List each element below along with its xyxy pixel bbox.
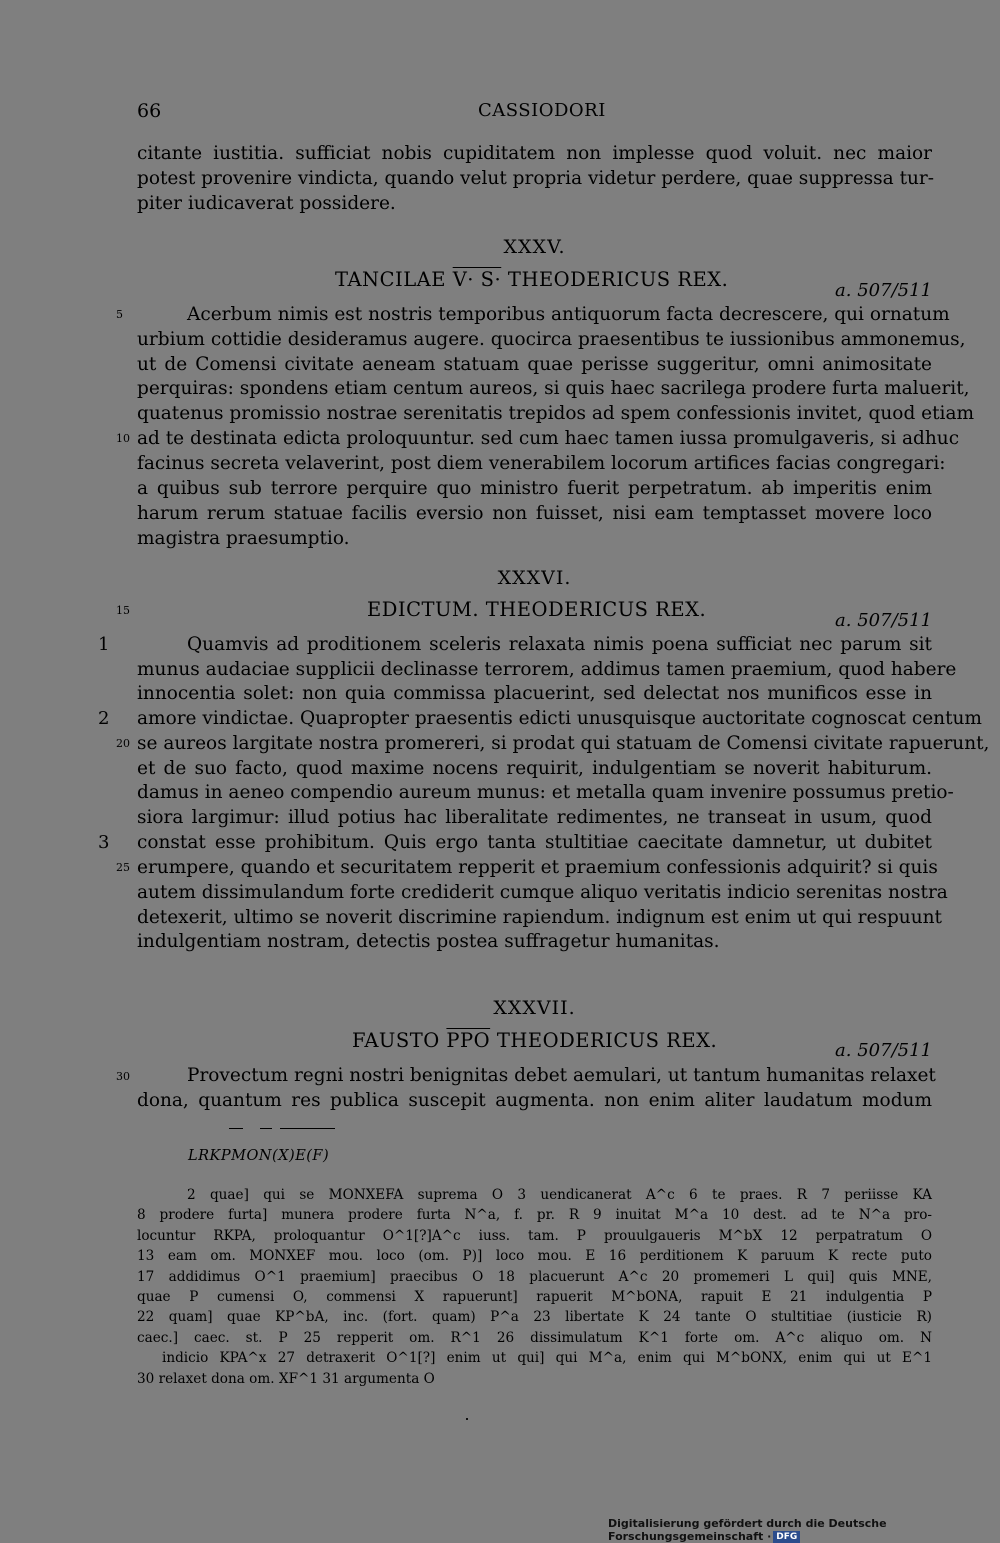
margin-number: 3 xyxy=(98,832,110,853)
line-number: 15 xyxy=(116,604,130,617)
section-date: a. 507/511 xyxy=(835,280,932,301)
section-number: XXXVI. xyxy=(497,567,572,589)
digitization-footer xyxy=(608,1517,1000,1543)
text-line: constat esse prohibitum. Quis ergo tanta stultitiae caecitate damnetur, ut dubitet xyxy=(137,832,932,853)
text-line: potest provenire vindicta, quando velut propria videtur perdere, quae suppressa tur- xyxy=(137,168,935,189)
line-number: 30 xyxy=(116,1070,130,1083)
text-line: urbium cottidie desideramus augere. quocirca praesentibus te iussionibus ammonemus, xyxy=(137,329,966,350)
section-heading: FAUSTO $\overline{PPO}$ THEODERICUS REX. xyxy=(352,1029,718,1052)
footer-text: Digitalisierung gefördert durch die Deutsche Forschungsgemeinschaft · xyxy=(608,1517,887,1543)
critical-apparatus xyxy=(137,1185,932,1389)
text-line: munus audaciae supplicii declinasse terrorem, addimus tamen praemium, quod habere xyxy=(137,659,957,680)
running-title: CASSIODORI xyxy=(478,100,606,121)
line-number: 5 xyxy=(116,308,123,321)
apparatus-line: indicio KPA^x 27 detraxerit O^1[?] enim ut qui] qui M^a, enim qui M^bONX, enim qui ut E^1 xyxy=(162,1350,932,1367)
page-number: 66 xyxy=(137,100,162,122)
text-line: amore vindictae. Quapropter praesentis edicti unusquisque auctoritate cognoscat centum xyxy=(137,708,982,729)
text-line: perquiras: spondens etiam centum aureos, si quis haec sacrilega prodere furta maluerit, xyxy=(137,378,970,399)
text-line: Quamvis ad proditionem sceleris relaxata nimis poena sufficiat nec parum sit xyxy=(187,634,932,655)
sigla-line: LRKPMON(X)E(F) xyxy=(188,1148,330,1164)
section-number: XXXV. xyxy=(503,236,566,258)
text-line: innocentia solet: non quia commissa placuerint, sed delectat nos munificos esse in xyxy=(137,683,932,704)
text-line: damus in aeneo compendio aureum munus: et metalla quam invenire possumus pretio- xyxy=(137,782,954,803)
text-line: a quibus sub terrore perquire quo ministro fuerit perpetratum. ab imperitis enim xyxy=(137,478,932,499)
text-line: harum rerum statuae facilis eversio non fuisset, nisi eam temptasset movere loco xyxy=(137,503,932,524)
text-line: magistra praesumptio. xyxy=(137,528,350,549)
margin-number: 1 xyxy=(98,634,110,655)
text-line: facinus secreta velaverint, post diem venerabilem locorum artifices facias congregari: xyxy=(137,453,946,474)
text-line: piter iudicaverat possidere. xyxy=(137,193,396,214)
text-line: indulgentiam nostram, detectis postea suffragetur humanitas. xyxy=(137,931,720,952)
section-date: a. 507/511 xyxy=(835,1040,932,1061)
page-mark xyxy=(466,1418,468,1420)
apparatus-line: quae P cumensi O, commensi X rapuerunt] rapuerit M^bONA, rapuit E 21 indulgentia P xyxy=(137,1289,932,1306)
text-line: Provectum regni nostri benignitas debet aemulari, ut tantum humanitas relaxet xyxy=(187,1065,936,1086)
text-line: Acerbum nimis est nostris temporibus antiquorum facta decrescere, qui ornatum xyxy=(187,304,950,325)
text-line: se aureos largitate nostra promereri, si prodat qui statuam de Comensi civitate rapuerunt, xyxy=(137,733,990,754)
text-line: citante iustitia. sufficiat nobis cupiditatem non implesse quod voluit. nec maior xyxy=(137,143,932,164)
text-line: autem dissimulandum forte crediderit cumque aliquo veritatis indicio serenitas nostra xyxy=(137,882,948,903)
section-heading: EDICTUM. THEODERICUS REX. xyxy=(367,598,707,621)
apparatus-line: 13 eam om. MONXEF mou. loco (om. P)] loco mou. E 16 perditionem K paruum K recte puto xyxy=(137,1248,932,1265)
text-line: et de suo facto, quod maxime nocens requirit, indulgentiam se noverit habiturum. xyxy=(137,758,932,779)
apparatus-line: 8 prodere furta] munera prodere furta N^a, f. pr. R 9 inuitat M^a 10 dest. ad te N^a pro- xyxy=(137,1207,932,1224)
apparatus-line: caec.] caec. st. P 25 repperit om. R^1 26 dissimulatum K^1 forte om. A^c aliquo om. N xyxy=(137,1329,932,1346)
apparatus-line: 17 addidimus O^1 praemium] praecibus O 18 placuerunt A^c 20 promemeri L qui] quis MNE, xyxy=(137,1268,932,1285)
text-line: dona, quantum res publica suscepit augmenta. non enim aliter laudatum modum xyxy=(137,1090,932,1111)
section-date: a. 507/511 xyxy=(835,610,932,631)
apparatus-line: 2 quae] qui se MONXEFA suprema O 3 uendicanerat A^c 6 te praes. R 7 periisse KA xyxy=(187,1187,932,1203)
line-number: 10 xyxy=(116,432,130,445)
dfg-logo: DFG xyxy=(773,1531,800,1543)
section-heading: TANCILAE V· S· THEODERICUS REX. xyxy=(335,268,729,291)
text-line: quatenus promissio nostrae serenitatis trepidos ad spem confessionis invitet, quod etiam xyxy=(137,403,975,424)
text-line: siora largimur: illud potius hac liberalitate redimentes, ne transeat in usum, quod xyxy=(137,807,932,828)
apparatus-line: locuntur RKPA, proloquantur O^1[?]A^c iuss. tam. P prouulgaueris M^bX 12 perpatratum O xyxy=(137,1227,932,1244)
separator-rule xyxy=(280,1128,335,1129)
apparatus-line: 22 quam] quae KP^bA, inc. (fort. quam) P^a 23 libertate K 24 tante O stultitiae (iusticie R) xyxy=(137,1309,932,1326)
text-line: ad te destinata edicta proloquuntur. sed cum haec tamen iussa promulgaveris, si adhuc xyxy=(137,428,960,449)
line-number: 25 xyxy=(116,861,130,874)
apparatus-line: 30 relaxet dona om. XF^1 31 argumenta O xyxy=(137,1370,435,1387)
line-number: 20 xyxy=(116,737,130,750)
text-line: ut de Comensi civitate aeneam statuam quae perisse suggeritur, omni animositate xyxy=(137,354,932,375)
text-line: erumpere, quando et securitatem repperit et praemium confessionis adquirit? si quis xyxy=(137,857,938,878)
margin-number: 2 xyxy=(98,708,110,729)
separator-rule xyxy=(260,1128,272,1129)
section-number: XXXVII. xyxy=(493,997,576,1019)
text-line: detexerit, ultimo se noverit discrimine rapiendum. indignum est enim ut qui respuunt xyxy=(137,907,942,928)
separator-rule xyxy=(229,1128,243,1129)
